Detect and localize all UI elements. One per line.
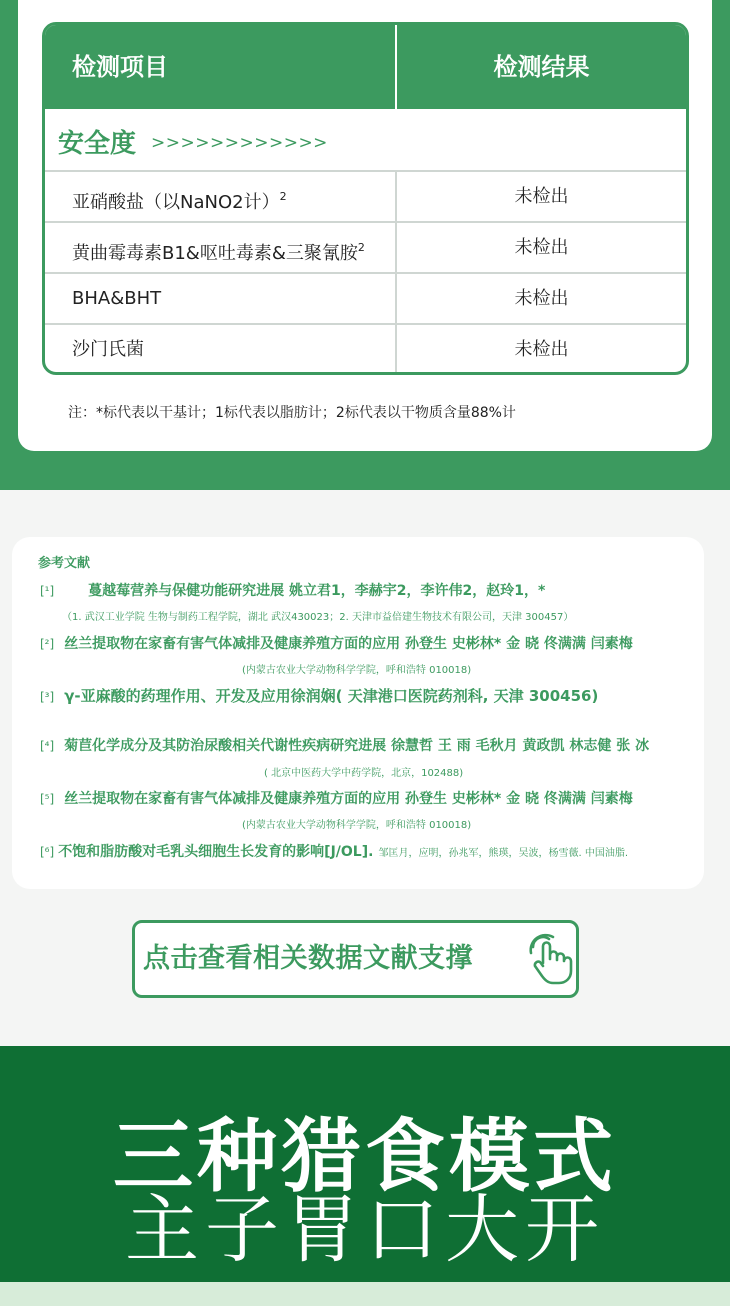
reference-source: ( 北京中医药大学中药学院，北京，102488) (264, 768, 464, 779)
table-row (45, 325, 686, 375)
banner-subtitle: 主子胃口大开 (125, 1187, 605, 1273)
row-result: 未检出 (514, 288, 569, 309)
table-row (45, 172, 686, 223)
reference-item: [⁵] 丝兰提取物在家畜有害气体减排及健康养殖方面的应用 孙登生 史彬林* 金 晓 佟满满 闫素梅 (40, 791, 633, 807)
row-item: BHA&BHT (72, 288, 162, 309)
reference-source: (内蒙古农业大学动物科学学院，呼和浩特 010018) (242, 665, 472, 676)
reference-item: [⁴] 菊苣化学成分及其防治尿酸相关代谢性疾病研究进展 徐慧哲 王 雨 毛秋月 黄政凯 林志健 张 冰 (40, 738, 650, 754)
top-background (0, 0, 730, 490)
banner-title: 三种猎食模式 (113, 1110, 617, 1203)
test-results-card (18, 0, 712, 451)
section-row (45, 109, 686, 172)
reference-item: [¹] 蔓越莓营养与保健功能研究进展 姚立君1，李赫宇2，李许伟2，赵玲1，* (40, 583, 546, 599)
reference-item: [⁶] 不饱和脂肪酸对毛乳头细胞生长发育的影响[J/OL]. 邹匡月，应明，孙兆军，熊瑛，吴波，杨雪薇. 中国油脂. (40, 844, 629, 860)
header-result: 检测结果 (493, 53, 590, 81)
table-note: 注：*标代表以干基计；1标代表以脂肪计；2标代表以干物质含量88%计 (68, 405, 516, 421)
test-results-table (42, 22, 689, 375)
bottom-banner (0, 1046, 730, 1282)
view-references-button[interactable] (132, 920, 579, 998)
section-title: 安全度 (58, 129, 137, 159)
table-header (45, 25, 686, 109)
reference-source: (内蒙古农业大学动物科学学院，呼和浩特 010018) (242, 820, 472, 831)
section-arrows: >>>>>>>>>>>> (151, 133, 328, 153)
table-row (45, 274, 686, 325)
header-item: 检测项目 (72, 53, 168, 81)
reference-item: [²] 丝兰提取物在家畜有害气体减排及健康养殖方面的应用 孙登生 史彬林* 金 晓 佟满满 闫素梅 (40, 636, 633, 652)
row-result: 未检出 (514, 237, 569, 258)
bottom-strip (0, 1282, 730, 1306)
row-item: 亚硝酸盐（以NaNO2计）$^2$ (72, 190, 287, 213)
references-card (12, 537, 704, 889)
row-item: 黄曲霉毒素B1&呕吐毒素&三聚氰胺$^2$ (72, 241, 365, 264)
row-item: 沙门氏菌 (72, 339, 144, 360)
hand-pointer-icon (525, 933, 573, 985)
reference-item: [³] γ-亚麻酸的药理作用、开发及应用徐润娴( 天津港口医院药剂科, 天津 300456) (40, 687, 599, 705)
row-result: 未检出 (514, 186, 569, 207)
cta-label: 点击查看相关数据文献支撑 (143, 943, 473, 974)
reference-source: （1. 武汉工业学院 生物与制药工程学院，湖北 武汉430023；2. 天津市益倍建生物技术有限公司，天津 300457） (62, 612, 574, 623)
row-result: 未检出 (514, 339, 569, 360)
table-row (45, 223, 686, 274)
references-heading: 参考文献 (38, 556, 91, 571)
